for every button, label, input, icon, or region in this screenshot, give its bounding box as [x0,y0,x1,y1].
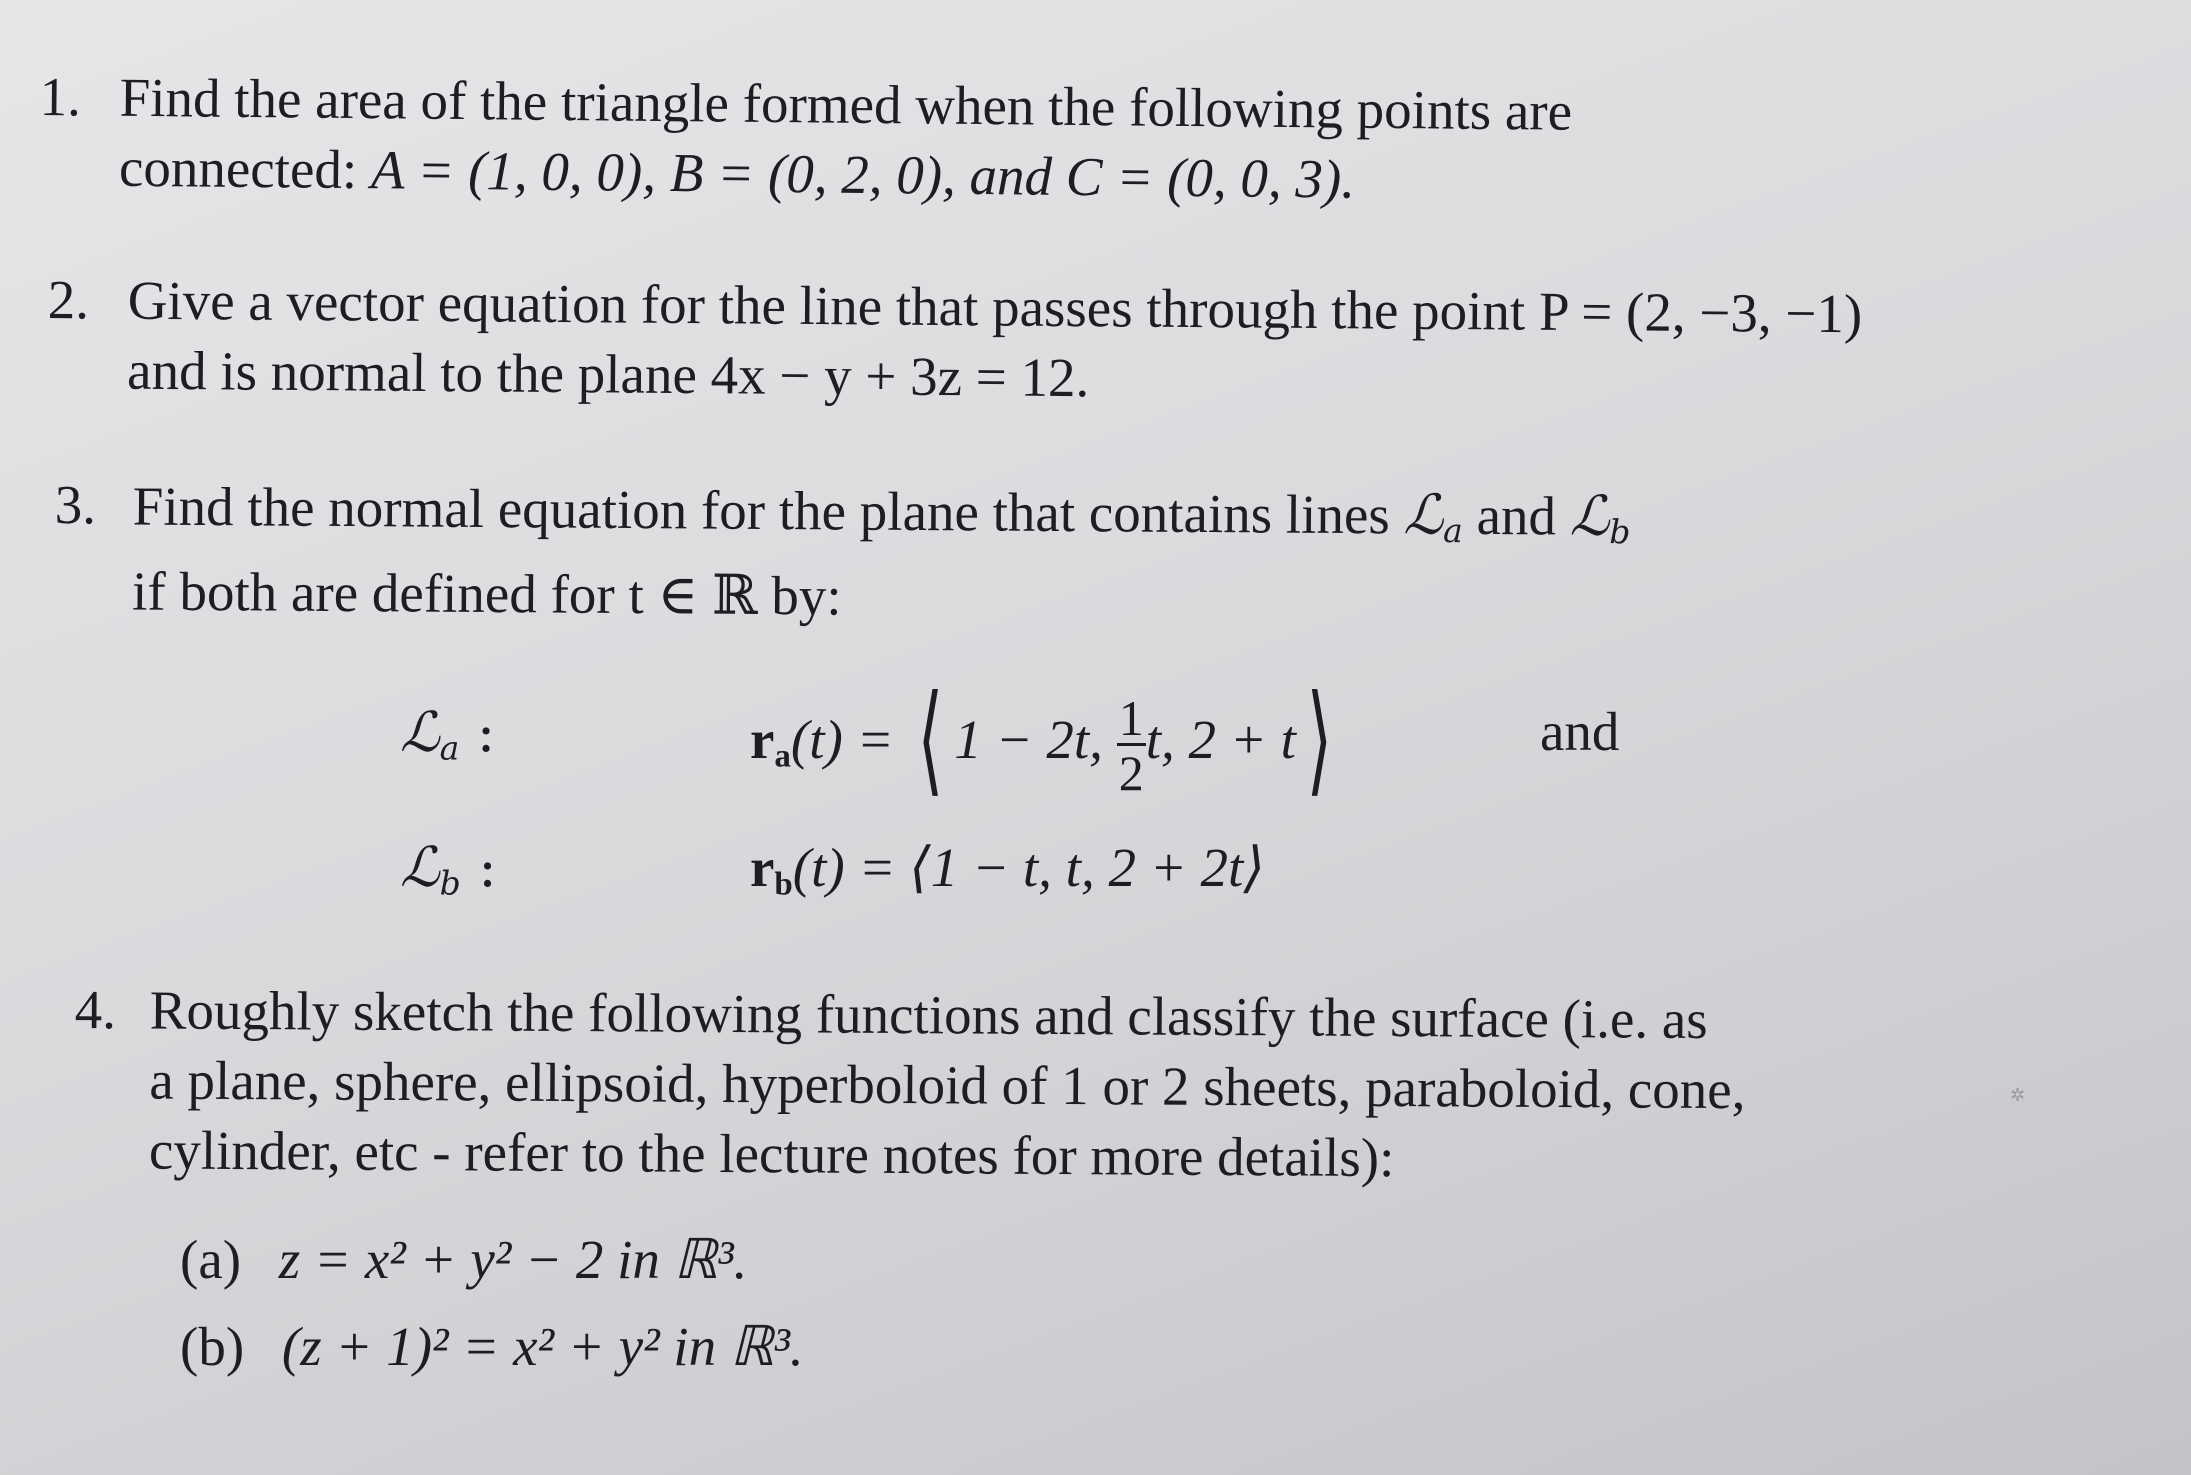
problem-2 [47,265,2168,409]
problem-4 [74,975,2025,1189]
definition-lb [400,835,1400,905]
problem-1-connected-label: connected: [118,136,358,201]
problem-1-number: 1. [39,65,82,128]
problem-1 [39,62,2040,210]
problem-4b-equation: (z + 1)² = x² + y² in ℝ³. [281,1316,804,1377]
problem-4-line-2: a plane, sphere, ellipsoid, hyperboloid of 1 or 2 sheets, paraboloid, cone, [149,1049,1746,1121]
definition-rb-equation: $r_b(t)$ = ⟨1 − t, t, 2 + 2t⟩ [750,837,1265,903]
definition-la [400,673,1750,840]
fraction-one-half: $\frac{1}{2}$ [1118,689,1144,801]
problem-3-line-1-text: Find the normal equation for the plane that contains lines [132,475,1390,546]
definition-ra-equation: $r_a(t)$ = ⟨ 1 − 2t, $\frac{1}{2}$ t, 2 + t⟩ [750,670,1343,809]
problem-3-line-1 [132,471,1630,568]
definition-la-label: ℒ$_a$ : [400,700,496,768]
problem-4-number: 4. [74,978,117,1041]
problem-2-number: 2. [47,268,90,331]
problem-4-line-3: cylinder, etc - refer to the lecture notes for more details): [148,1119,1395,1189]
faint-watermark-icon: ✲ [2010,1085,2026,1106]
problem-4b-label: (b) [180,1316,245,1377]
problem-3-and-word: and [1476,484,1557,547]
problem-4a-label: (a) [180,1229,242,1290]
problem-3-line-2: if both are defined for t ∈ ℝ by: [131,560,842,627]
right-angle-bracket: ⟩ [1306,673,1333,806]
problem-4a-equation: z = x² + y² − 2 in ℝ³. [278,1229,748,1290]
problem-1-line-1: Find the area of the triangle formed when the following points are [119,66,1573,142]
problem-2-line-1: Give a vector equation for the line that passes through the point P = (2, −3, −1) [127,269,1863,345]
problem-4a [180,1225,1380,1295]
problem-2-line-2: and is normal to the plane 4x − y + 3z = 12. [126,339,1090,409]
problem-1-line-2 [119,133,1572,217]
problem-3-number: 3. [54,473,97,536]
definition-and-word: and [1540,701,1620,762]
left-angle-bracket: ⟨ [917,673,944,806]
problem-4b [180,1312,1380,1382]
problem-1-points: A = (1, 0, 0), B = (0, 2, 0), and C = (0, 0, 3). [370,139,1356,210]
line-la-symbol: ℒ$_a$ [1403,482,1463,551]
problem-3 [54,470,2055,627]
problem-4-line-1: Roughly sketch the following functions and classify the surface (i.e. as [149,979,1708,1050]
line-lb-symbol: ℒ$_b$ [1569,483,1631,552]
definition-lb-label: ℒ$_b$ : [400,835,497,903]
